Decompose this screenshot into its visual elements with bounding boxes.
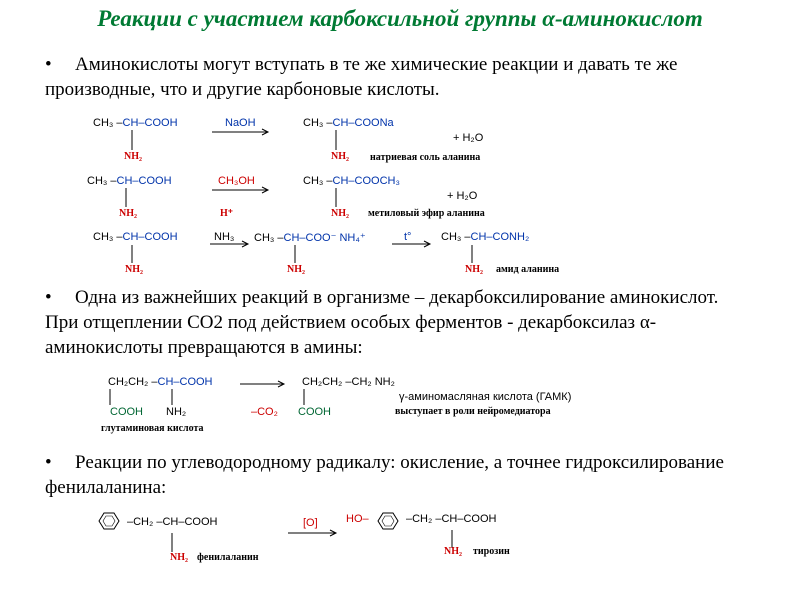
r2-left: CH₃ –CH–COOH bbox=[87, 175, 172, 187]
r3-intermediate: CH₃ –CH–COO⁻ NH₄⁺ bbox=[254, 232, 366, 244]
bullet: • bbox=[45, 452, 52, 473]
bullet: • bbox=[45, 287, 52, 308]
benzene-ring bbox=[378, 513, 398, 529]
r1-product: CH₃ –CH–COONa bbox=[303, 117, 394, 129]
r1-reagent: NaOH bbox=[225, 117, 256, 129]
r4-product: CH₂CH₂ –CH₂ NH₂ bbox=[302, 376, 395, 388]
benzene-ring bbox=[99, 513, 119, 529]
r1-product-name: натриевая соль аланина bbox=[370, 152, 481, 163]
r3-product-amine: NH₂ bbox=[465, 264, 483, 275]
page-title: Реакции с участием карбоксильной группы α-аминокислот bbox=[97, 6, 703, 31]
benzene-inner-ring bbox=[382, 516, 394, 526]
r4-left: CH₂CH₂ –CH–COOH bbox=[108, 376, 213, 388]
r5-product-amine: NH₂ bbox=[444, 546, 462, 557]
paragraph-text: Одна из важнейших реакций в организме – декарбоксилирование аминокислот. При отщеплении СО2 под действием особых ферментов - декарбоксилаз α-аминокислоты превращаются в амины: bbox=[45, 287, 719, 358]
r3-amine: NH₂ bbox=[125, 264, 143, 275]
r1-left: CH₃ –CH–COOH bbox=[93, 117, 178, 129]
r5-left-name: фенилаланин bbox=[197, 552, 259, 563]
r4-amine: NH₂ bbox=[166, 406, 187, 418]
r3-left: CH₃ –CH–COOH bbox=[93, 231, 178, 243]
paragraph-text: Аминокислоты могут вступать в те же химические реакции и давать те же производные, что и другие карбоновые кислоты. bbox=[45, 54, 678, 100]
r1-amine: NH₂ bbox=[124, 151, 142, 162]
r4-product-cooh: COOH bbox=[298, 406, 331, 418]
r2-amine: NH₂ bbox=[119, 208, 137, 219]
r3-product: CH₃ –CH–CONH₂ bbox=[441, 231, 530, 243]
r5-reagent: [O] bbox=[303, 517, 318, 529]
r5-amine: NH₂ bbox=[170, 552, 188, 563]
r5-product-name: тирозин bbox=[473, 546, 510, 557]
r2-product: CH₃ –CH–COOCH₃ bbox=[303, 175, 400, 187]
r2-side-product: + H₂O bbox=[447, 190, 478, 202]
r5-hydroxyl: HO– bbox=[346, 513, 369, 525]
r5-product: –CH₂ –CH–COOH bbox=[406, 513, 497, 525]
r3-intermediate-amine: NH₂ bbox=[287, 264, 305, 275]
r4-loss: –CO₂ bbox=[251, 406, 278, 418]
r3-condition: t° bbox=[404, 231, 412, 243]
r4-product-role: выступает в роли нейромедиатора bbox=[395, 406, 551, 417]
r3-product-name: амид аланина bbox=[496, 264, 560, 275]
r2-reagent: CH₃OH bbox=[218, 175, 255, 187]
r4-product-name: γ-аминомасляная кислота (ГАМК) bbox=[399, 391, 572, 403]
r4-cooh: COOH bbox=[110, 406, 143, 418]
paragraph-text: Реакции по углеводородному радикалу: окисление, а точнее гидроксилирование фенилаланина: bbox=[45, 452, 724, 498]
r2-product-name: метиловый эфир аланина bbox=[368, 208, 485, 219]
r1-side-product: + H₂O bbox=[453, 132, 484, 144]
r2-product-amine: NH₂ bbox=[331, 208, 349, 219]
r5-left: –CH₂ –CH–COOH bbox=[127, 516, 218, 528]
r3-reagent: NH₃ bbox=[214, 231, 235, 243]
r4-left-name: глутаминовая кислота bbox=[101, 423, 204, 434]
r1-product-amine: NH₂ bbox=[331, 151, 349, 162]
benzene-inner-ring bbox=[103, 516, 115, 526]
r2-catalyst: H⁺ bbox=[220, 208, 234, 219]
bullet: • bbox=[45, 54, 52, 75]
